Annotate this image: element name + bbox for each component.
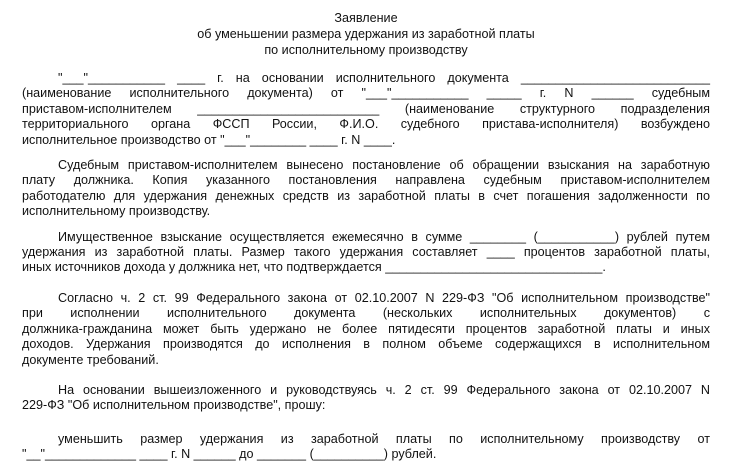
paragraph-request <box>22 432 710 463</box>
title-line-1: Заявление <box>334 11 398 25</box>
paragraph-line: уменьшить размер удержания из заработной платы по исполнительному производству от <box>58 431 710 446</box>
paragraph-line: Согласно ч. 2 ст. 99 Федерального закона от 02.10.2007 N 229-ФЗ "Об исполнительном производстве" <box>58 290 710 305</box>
title-line-3: по исполнительному производству <box>264 43 468 57</box>
paragraph-line: 229-ФЗ "Об исполнительном производстве", прошу: <box>22 398 326 413</box>
paragraph-line: На основании вышеизложенного и руководствуясь ч. 2 ст. 99 Федерального закона от 02.10.2007 N <box>58 382 710 397</box>
paragraph-line: (наименование исполнительного документа) от "___"___________ _____ г. N ______ судебным <box>22 86 710 101</box>
paragraph-garnishment-order <box>22 158 710 220</box>
paragraph-line: исполнительному производству. <box>22 204 211 219</box>
title-line-2: об уменьшении размера удержания из заработной платы <box>197 27 535 41</box>
paragraph-line: удержания из заработной платы. Размер такого удержания составляет ____ процентов заработной платы, <box>22 245 710 260</box>
paragraph-request-intro <box>22 383 710 414</box>
paragraph-line: Имущественное взыскание осуществляется ежемесячно в сумме ________ (___________) рублей путем <box>58 229 710 244</box>
paragraph-line: работодателю для удержания денежных средств из заработной платы в счет погашения задолженности по <box>22 188 710 203</box>
paragraph-line: плату должника. Копия указанного постановления направлена судебным приставом-исполнителем <box>22 173 710 188</box>
paragraph-line: должника-гражданина может быть удержано не более пятидесяти процентов заработной платы и иных <box>22 321 710 336</box>
paragraph-line: иных источников дохода у должника нет, что подтверждается _______________________________. <box>22 260 606 275</box>
paragraph-line: территориального органа ФССП России, Ф.И.О. судебного пристава-исполнителя) возбуждено <box>22 117 710 132</box>
paragraph-line: документе требований. <box>22 352 159 367</box>
paragraph-line: исполнительное производство от "___"________ ____ г. N ____. <box>22 132 396 147</box>
paragraph-legal-basis <box>22 291 710 368</box>
paragraph-monthly-deduction <box>22 230 710 276</box>
paragraph-line: "___"___________ ____ г. на основании исполнительного документа ___________________________ <box>58 71 710 85</box>
paragraph-enforcement-document <box>22 71 710 148</box>
document-title <box>22 10 710 58</box>
paragraph-line: при исполнении исполнительного документа (нескольких исполнительных документов) с <box>22 306 710 321</box>
paragraph-line: приставом-исполнителем __________________________ (наименование структурного подразделения <box>22 101 710 116</box>
paragraph-line: Судебным приставом-исполнителем вынесено постановление об обращении взыскания на заработную <box>58 158 710 173</box>
paragraph-line: "__"_____________ ____ г. N ______ до _______ (__________) рублей. <box>22 447 437 462</box>
paragraph-line: доходов. Удержания производятся до исполнения в полном объеме содержащихся в исполнительном <box>22 337 710 352</box>
